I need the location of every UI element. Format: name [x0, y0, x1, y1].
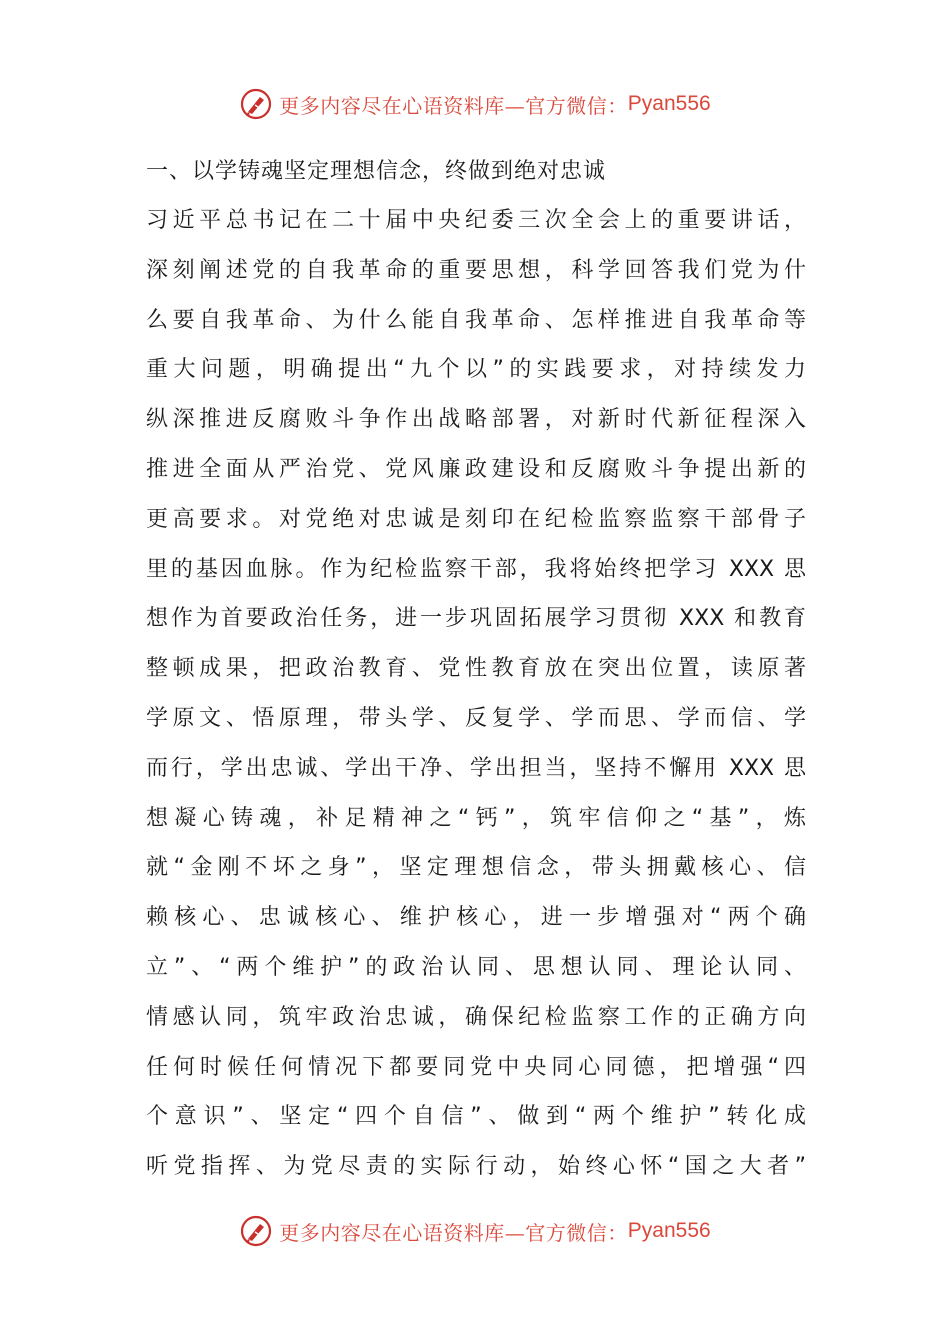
- body-line: 而行，学出忠诚、学出干净、学出担当，坚持不懈用 XXX 思: [146, 755, 806, 781]
- body-line: 深刻阐述党的自我革命的重要思想，科学回答我们党为什: [146, 257, 806, 283]
- pen-nib-logo-icon: [239, 87, 273, 121]
- watermark-text: 更多内容尽在心语资料库—官方微信：: [279, 1220, 628, 1245]
- body-line: 纵深推进反腐败斗争作出战略部署，对新时代新征程深入: [146, 407, 806, 433]
- body-line: 推进全面从严治党、党风廉政建设和反腐败斗争提出新的: [146, 456, 806, 482]
- body-line: 立”、“两个维护”的政治认同、思想认同、理论认同、: [146, 954, 806, 980]
- section-heading: 一、以学铸魂坚定理想信念，终做到绝对忠诚: [146, 159, 607, 184]
- body-line: 赖核心、忠诚核心、维护核心，进一步增强对“两个确: [146, 905, 806, 931]
- watermark-text: 更多内容尽在心语资料库—官方微信：: [279, 93, 628, 118]
- document-body: [146, 148, 806, 1192]
- body-line: 更高要求。对党绝对忠诚是刻印在纪检监察监察干部骨子: [146, 506, 806, 532]
- body-line: 学原文、悟原理，带头学、反复学、学而思、学而信、学: [146, 705, 806, 731]
- body-line: 习近平总书记在二十届中央纪委三次全会上的重要讲话，: [146, 208, 806, 233]
- watermark-id: Pyan556: [627, 92, 711, 115]
- body-line: 任何时候任何情况下都要同党中央同心同德，把增强“四: [146, 1054, 806, 1080]
- body-line: 想凝心铸魂，补足精神之“钙”，筑牢信仰之“基”，炼: [146, 805, 806, 831]
- body-line: 听党指挥、为党尽责的实际行动，始终心怀“国之大者”: [146, 1154, 806, 1180]
- body-line: 就“金刚不坏之身”，坚定理想信念，带头拥戴核心、信: [146, 855, 806, 881]
- body-line: 整顿成果，把政治教育、党性教育放在突出位置，读原著: [146, 656, 806, 682]
- pen-nib-logo-icon: [239, 1214, 273, 1248]
- body-line: 么要自我革命、为什么能自我革命、怎样推进自我革命等: [146, 307, 806, 333]
- watermark-id: Pyan556: [627, 1219, 711, 1242]
- footer-watermark: [0, 1211, 950, 1251]
- body-line: 个意识”、坚定“四个自信”、做到“两个维护”转化成: [146, 1104, 806, 1130]
- header-watermark: [0, 84, 950, 124]
- body-line: 想作为首要政治任务，进一步巩固拓展学习贯彻 XXX 和教育: [146, 606, 806, 632]
- body-line: 情感认同，筑牢政治忠诚，确保纪检监察工作的正确方向: [146, 1004, 806, 1030]
- body-line: 里的基因血脉。作为纪检监察干部，我将始终把学习 XXX 思: [146, 556, 806, 582]
- body-line: 重大问题，明确提出“九个以”的实践要求，对持续发力: [146, 357, 806, 383]
